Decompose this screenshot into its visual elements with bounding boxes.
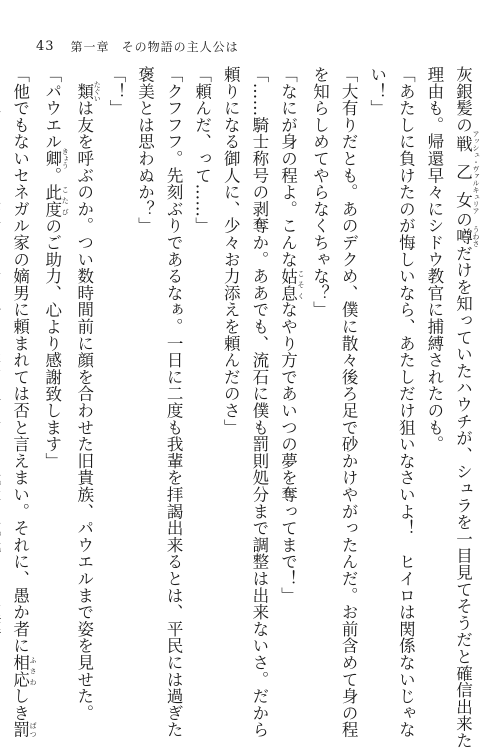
text-column: 「他でもないセネガル家の嫡男に頼まれては否と言えまい。それに、愚か者に相応 ふさわしき罰 ばつ bbox=[10, 66, 38, 739]
ruby-word: 噂 うわさ bbox=[453, 225, 480, 247]
furigana: ばつ bbox=[29, 721, 38, 739]
furigana: たぐい bbox=[93, 80, 102, 102]
text-column: 「あたしに負けたのが悔しいなら、あたしだけ狙いなさいよ！ ヒイロは関係ないじゃな bbox=[396, 66, 416, 738]
body-text bbox=[10, 66, 480, 749]
furigana: アッシュ・ヴァルキュリア bbox=[472, 130, 480, 215]
furigana: こたび bbox=[61, 183, 70, 218]
ruby-word: 類 たぐい bbox=[74, 80, 102, 102]
text-column: 「パウエル卿 きょう。此度 こたびのご助力、心より感謝致します」 bbox=[42, 66, 70, 470]
text-column: 理由も。帰還早々にシドウ教官に捕縛されたのも。 bbox=[424, 66, 444, 453]
text-column: 「……騎士称号の剥奪か。ああでも、流石に僕も罰則処分まで調整は出来ないさ。だから bbox=[249, 66, 269, 738]
text-column: を知らしめてやらなくちゃな？」 bbox=[310, 66, 330, 318]
text-column: い！」 bbox=[367, 66, 387, 117]
text-column: 「！」 bbox=[106, 66, 126, 117]
furigana: うわさ bbox=[472, 225, 480, 247]
furigana: ふさわ bbox=[29, 654, 38, 688]
text-column: 灰銀髪の戦乙女 アッシュ・ヴァルキュリアの噂 うわさだけを知っていたハウチが、シュラを一目見てそうだと確信出来た bbox=[453, 66, 480, 749]
chapter-title: その物語の主人公は bbox=[121, 39, 239, 54]
ruby-word: 卿 きょう bbox=[42, 147, 70, 169]
ruby-word: 姑息 こそく bbox=[278, 267, 305, 302]
text-column: 類 たぐいは友を呼ぶのか。つい数時間前に顔を合わせた旧貴族、パウエルまで姿を見せた。 bbox=[74, 80, 102, 722]
page-number: 43 bbox=[36, 38, 55, 54]
text-column: 「頼んだ、って……」 bbox=[192, 66, 212, 234]
ruby-word: 此度 こたび bbox=[42, 183, 70, 218]
furigana: こそく bbox=[296, 267, 305, 302]
text-column: 「なにが身の程よ。こんな姑息 こそくなやり方であいつの夢を奪ってまで！」 bbox=[278, 66, 305, 604]
running-header bbox=[36, 36, 239, 56]
text-column: 「大有りだとも。あのデクめ、僕に散々後ろ足で砂かけやがったんだ。お前含めて身の程 bbox=[339, 66, 359, 738]
chapter-label: 第一章 bbox=[70, 39, 110, 54]
ruby-word: 罰 ばつ bbox=[10, 721, 38, 739]
text-column: 褒美とは思わぬか？」 bbox=[135, 66, 155, 234]
ruby-word: 相応 ふさわ bbox=[10, 654, 38, 688]
text-column bbox=[0, 66, 5, 686]
ruby-word: 戦乙女 アッシュ・ヴァルキュリア bbox=[453, 130, 480, 215]
text-column: 「クフフフ。先刻ぶりであるなぁ。一日に二度も我輩を拝謁出来るとは、平民には過ぎた bbox=[164, 66, 184, 738]
text-column: 頼りになる御人に、少々お力添えを頼んだのさ」 bbox=[221, 66, 241, 436]
furigana: きょう bbox=[61, 147, 70, 169]
